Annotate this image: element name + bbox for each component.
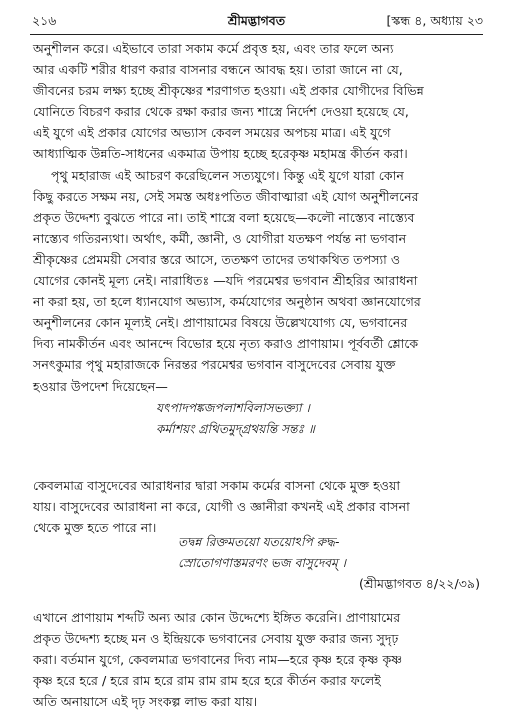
text-line: আর একটি শরীর ধারণ করার বাসনার বন্ধনে আবদ্ধ হয়। তারা জানে না যে, xyxy=(33,62,403,78)
text-line: দিব্য নামকীর্তন এবং আনন্দে বিভোর হয়ে নৃত্য করাও প্রাণায়াম। পূর্ববর্তী শ্লোকে xyxy=(33,336,419,352)
text-line: আধ্যাত্মিক উন্নতি-সাধনের একমাত্র উপায় হচ্ছে হরেকৃষ্ণ মহামন্ত্র কীর্তন করা। xyxy=(33,146,408,162)
text-line: পৃথু মহারাজ এই আচরণ করেছিলেন সত্যযুগে। কিন্তু এই যুগে যারা কোন xyxy=(51,167,404,183)
text-line: কৃষ্ণ হরে হরে / হরে রাম হরে রাম রাম রাম হরে হরে কীর্তন করার ফলেই xyxy=(33,673,381,689)
scripture-citation: (শ্রীমদ্ভাগবত ৪/২২/৩৯) xyxy=(359,576,480,591)
text-line: কেবলমাত্র বাসুদেবের আরাধনার দ্বারা সকাম কর্মের বাসনা থেকে মুক্ত হওয়া xyxy=(33,478,401,493)
text-line: প্রকৃত উদ্দেশ্য বুঝতে পারে না। তাই শাস্ত্রে বলা হয়েছে—কলৌ নাস্ত্যেব নাস্ত্যেব xyxy=(33,209,415,225)
purport-paragraph-3 xyxy=(33,607,481,712)
verse-line: স্রোতোগণাস্তমরণং ভজ বাসুদেবম্ । xyxy=(178,556,347,570)
text-line: অতি অনায়াসে এই দৃঢ় সংকল্প লাভ করা যায়। xyxy=(33,694,258,710)
text-line: প্রকৃত উদ্দেশ্য হচ্ছে মন ও ইন্দ্রিয়কে ভগবানের সেবায় যুক্ত করার জন্য সুদৃঢ় xyxy=(33,631,399,647)
text-line: না করা হয়, তা হলে ধ্যানযোগ অভ্যাস, কর্মযোগের অনুষ্ঠান অথবা জ্ঞানযোগের xyxy=(33,294,421,310)
text-line: সনৎকুমার পৃথু মহারাজকে নিরন্তর পরমেশ্বর ভগবান বাসুদেবের সেবায় যুক্ত xyxy=(33,357,396,373)
section-reference: [স্কন্ধ ৪, অধ্যায় ২৩ xyxy=(386,13,483,28)
page-header xyxy=(30,8,483,35)
text-line: কিছু করতে সক্ষম নয়, সেই সমস্ত অধঃপতিত জীবাত্মারা এই যোগ অনুশীলনের xyxy=(33,188,419,204)
verse-line: যৎপাদপঙ্কজপলাশবিলাসভক্ত্যা । xyxy=(156,401,310,415)
verse-quote-2 xyxy=(178,532,346,574)
text-line: অনুশীলনের কোন মূল্যই নেই। প্রাণায়ামের বিষয়ে উল্লেখযোগ্য যে, ভগবানের xyxy=(33,315,408,331)
text-line: জীবনের চরম লক্ষ্য হচ্ছে শ্রীকৃষ্ণের শরণাগত হওয়া। এই প্রকার যোগীদের বিভিন্ন xyxy=(33,83,424,99)
purport-paragraph-1 xyxy=(33,38,481,397)
text-line: যোগের কোনই মূল্য নেই। নারাধিতঃ —যদি পরমেশ্বর ভগবান শ্রীহরির আরাধনা xyxy=(33,273,418,289)
text-line: এখানে প্রাণায়াম শব্দটি অন্য আর কোন উদ্দেশ্যে ইঙ্গিত করেনি। প্রাণায়ামের xyxy=(33,610,401,625)
text-line: হওয়ার উপদেশ দিয়েছেন— xyxy=(33,378,168,394)
text-line: করা। বর্তমান যুগে, কেবলমাত্র ভগবানের দিব্য নাম—হরে কৃষ্ণ হরে কৃষ্ণ কৃষ্ণ xyxy=(33,652,403,668)
verse-line: তদ্বন্ন রিক্তমতয়ো যতয়োঽপি রুদ্ধ- xyxy=(178,535,340,549)
text-line: শ্রীকৃষ্ণের প্রেমময়ী সেবার স্তরে আসে, ততক্ষণ তাদের তথাকথিত তপস্যা ও xyxy=(33,251,401,267)
purport-paragraph-2 xyxy=(33,475,481,538)
text-line: যোনিতে বিচরণ করার থেকে রক্ষা করার জন্য শাস্ত্রে নির্দেশ দেওয়া হয়েছে যে, xyxy=(33,104,409,120)
text-line: নাস্ত্যেব গতিরন্যথা। অর্থাৎ, কর্মী, জ্ঞানী, ও যোগীরা যতক্ষণ পর্যন্ত না ভগবান xyxy=(33,230,407,246)
verse-quote-1 xyxy=(156,398,315,440)
text-line: এই যুগে এই প্রকার যোগের অভ্যাস কেবল সময়ের অপচয় মাত্র। এই যুগে xyxy=(33,125,391,141)
book-title: শ্রীমদ্ভাগবত xyxy=(227,13,286,28)
page-number: ২১৬ xyxy=(32,13,57,28)
text-line: যায়। বাসুদেবের আরাধনা না করে, যোগী ও জ্ঞানীরা কখনই এই প্রকার বাসনা xyxy=(33,499,410,515)
text-line: থেকে মুক্ত হতে পারে না। xyxy=(33,520,157,536)
verse-line: কর্মাশয়ং গ্রথিতমুদ্গ্রথয়ন্তি সন্তঃ ॥ xyxy=(156,422,315,436)
text-line: অনুশীলন করে। এইভাবে তারা সকাম কর্মে প্রবৃত্ত হয়, এবং তার ফলে অন্য xyxy=(33,41,394,56)
